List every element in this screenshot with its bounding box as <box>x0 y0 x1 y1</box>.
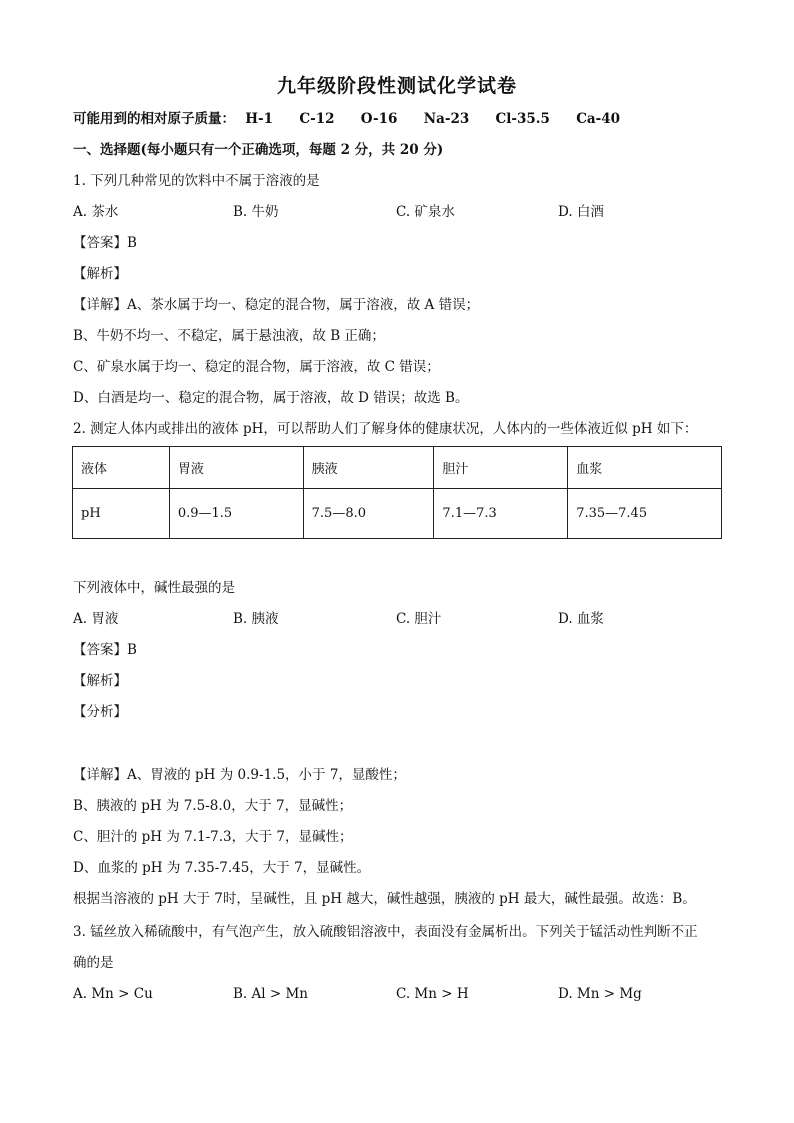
question-1-detail: 【详解】A、茶水属于均一、稳定的混合物，属于溶液，故 A 错误； <box>73 297 480 313</box>
question-1-detail: D、白酒是均一、稳定的混合物，属于溶液，故 D 错误；故选 B。 <box>73 390 469 406</box>
question-2-fenxi-label: 【分析】 <box>73 704 127 720</box>
table-cell: 0.9—1.5 <box>169 489 303 539</box>
atomic-mass-item: Ca-40 <box>576 111 621 127</box>
question-1-detail: B、牛奶不均一、不稳定，属于悬浊液，故 B 正确； <box>73 328 385 344</box>
atomic-mass-item: Cl-35.5 <box>495 111 550 127</box>
atomic-mass-item: Na-23 <box>423 111 470 127</box>
table-cell: 胰液 <box>303 447 434 489</box>
question-2-analysis-label: 【解析】 <box>73 673 127 689</box>
table-header-row <box>73 447 722 489</box>
ph-table <box>72 446 722 539</box>
table-cell: 7.35—7.45 <box>568 489 722 539</box>
option-d: D. 白酒 <box>558 204 604 220</box>
question-3-stem-cont: 确的是 <box>73 955 114 971</box>
option-a: A. 茶水 <box>73 204 119 220</box>
table-row <box>73 489 722 539</box>
question-1-detail: C、矿泉水属于均一、稳定的混合物，属于溶液，故 C 错误； <box>73 359 440 375</box>
table-cell: 7.5—8.0 <box>303 489 434 539</box>
atomic-masses <box>73 110 642 128</box>
option-d: D. Mn > Mg <box>558 986 642 1002</box>
option-a: A. 胃液 <box>73 611 119 627</box>
page-title: 九年级阶段性测试化学试卷 <box>276 75 517 97</box>
question-1-analysis-label: 【解析】 <box>73 266 127 282</box>
question-2-detail: D、血浆的 pH 为 7.35-7.45，大于 7，显碱性。 <box>73 860 371 876</box>
question-2-detail: C、胆汁的 pH 为 7.1-7.3，大于 7，显碱性； <box>73 829 353 845</box>
atomic-mass-item: O-16 <box>360 111 398 127</box>
question-2-question: 下列液体中，碱性最强的是 <box>73 580 235 596</box>
table-cell: pH <box>73 489 170 539</box>
atomic-mass-item: C-12 <box>299 111 335 127</box>
question-2-stem: 2. 测定人体内或排出的液体 pH，可以帮助人们了解身体的健康状况，人体内的一些体液近似 pH 如下： <box>73 421 698 437</box>
option-d: D. 血浆 <box>558 611 604 627</box>
question-2-detail: 【详解】A、胃液的 pH 为 0.9-1.5，小于 7，显酸性； <box>73 767 406 783</box>
question-1-stem: 1. 下列几种常见的饮料中不属于溶液的是 <box>73 173 320 189</box>
table-cell: 液体 <box>73 447 170 489</box>
question-2-answer: 【答案】B <box>73 642 137 658</box>
question-2-conclusion: 根据当溶液的 pH 大于 7时，呈碱性，且 pH 越大，碱性越强，胰液的 pH 最大，碱性最强。故选：B。 <box>73 891 696 907</box>
table-cell: 7.1—7.3 <box>434 489 568 539</box>
atomic-mass-item: H-1 <box>245 111 274 127</box>
option-a: A. Mn > Cu <box>73 986 153 1002</box>
question-3-stem: 3. 锰丝放入稀硫酸中，有气泡产生，放入硫酸铝溶液中，表面没有金属析出。下列关于锰活动性判断不正 <box>73 924 698 940</box>
table-cell: 胆汁 <box>434 447 568 489</box>
option-c: C. Mn > H <box>396 986 469 1002</box>
option-b: B. Al > Mn <box>233 986 308 1002</box>
atomic-masses-label: 可能用到的相对原子质量： <box>73 111 235 127</box>
option-c: C. 矿泉水 <box>396 204 455 220</box>
section-heading: 一、选择题(每小题只有一个正确选项，每题 2 分，共 20 分) <box>73 142 444 158</box>
question-2-detail: B、胰液的 pH 为 7.5-8.0，大于 7，显碱性； <box>73 798 353 814</box>
option-b: B. 牛奶 <box>233 204 279 220</box>
option-b: B. 胰液 <box>233 611 279 627</box>
table-cell: 血浆 <box>568 447 722 489</box>
option-c: C. 胆汁 <box>396 611 442 627</box>
table-cell: 胃液 <box>169 447 303 489</box>
question-1-answer: 【答案】B <box>73 235 137 251</box>
